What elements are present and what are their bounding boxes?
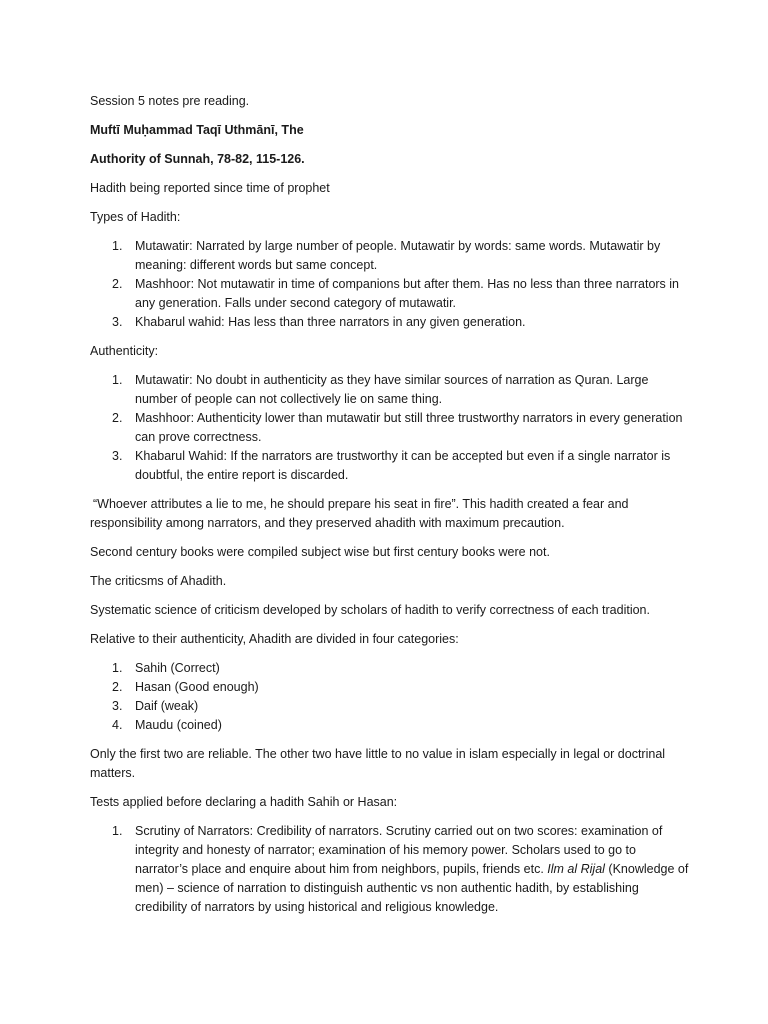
list-number: 4. bbox=[112, 718, 123, 732]
list-number: 1. bbox=[112, 239, 123, 253]
categories-list bbox=[90, 659, 690, 735]
list-item-text: Hasan (Good enough) bbox=[135, 680, 259, 694]
list-item bbox=[90, 716, 690, 735]
list-item-text: Mutawatir: Narrated by large number of people. Mutawatir by words: same words. Mutawatir by meaning: different words but same concept. bbox=[135, 239, 661, 272]
list-item-text: Maudu (coined) bbox=[135, 718, 222, 732]
science-paragraph: Systematic science of criticism developed by scholars of hadith to verify correctness of each tradition. bbox=[90, 603, 650, 617]
list-item bbox=[90, 447, 690, 485]
authenticity-heading: Authenticity: bbox=[90, 344, 159, 358]
criticisms-heading: The criticsms of Ahadith. bbox=[90, 574, 227, 588]
list-number: 1. bbox=[112, 373, 123, 387]
list-number: 3. bbox=[112, 699, 123, 713]
session-line: Session 5 notes pre reading. bbox=[90, 94, 250, 108]
quote-paragraph: “Whoever attributes a lie to me, he should prepare his seat in fire”. This hadith created a fear and responsibility among narrators, and they preserved ahadith with maximum precaution. bbox=[90, 497, 629, 530]
list-item-text: Khabarul wahid: Has less than three narrators in any given generation. bbox=[135, 315, 526, 329]
source-line: Authority of Sunnah, 78-82, 115-126. bbox=[90, 152, 305, 166]
list-item bbox=[90, 697, 690, 716]
reliable-paragraph: Only the first two are reliable. The other two have little to no value in islam especially in legal or doctrinal matters. bbox=[90, 747, 666, 780]
list-number: 2. bbox=[112, 680, 123, 694]
document-page bbox=[90, 92, 690, 927]
list-item bbox=[90, 678, 690, 697]
list-item-text-continued: (Knowledge of men) – science of narration to distinguish authentic vs non authentic hadith, by establishing credibility of narrators by using historical and religious knowledge. bbox=[135, 862, 689, 914]
list-item-text: Daif (weak) bbox=[135, 699, 199, 713]
tests-heading: Tests applied before declaring a hadith Sahih or Hasan: bbox=[90, 795, 398, 809]
authenticity-list bbox=[90, 371, 690, 485]
list-item bbox=[90, 822, 690, 917]
list-item bbox=[90, 371, 690, 409]
ilm-al-rijal-term: Ilm al Rijal bbox=[547, 862, 605, 876]
list-item bbox=[90, 409, 690, 447]
list-number: 3. bbox=[112, 315, 123, 329]
tests-list bbox=[90, 822, 690, 917]
types-heading: Types of Hadith: bbox=[90, 210, 181, 224]
list-item bbox=[90, 659, 690, 678]
list-number: 3. bbox=[112, 449, 123, 463]
categories-heading: Relative to their authenticity, Ahadith are divided in four categories: bbox=[90, 632, 459, 646]
list-number: 2. bbox=[112, 277, 123, 291]
types-list bbox=[90, 237, 690, 332]
list-number: 1. bbox=[112, 824, 123, 838]
list-item-text: Sahih (Correct) bbox=[135, 661, 220, 675]
century-paragraph: Second century books were compiled subject wise but first century books were not. bbox=[90, 545, 550, 559]
list-item bbox=[90, 313, 690, 332]
list-item-text: Mutawatir: No doubt in authenticity as they have similar sources of narration as Quran. Large number of people can not collectively lie on same thing. bbox=[135, 373, 649, 406]
list-item-text: Mashhoor: Not mutawatir in time of companions but after them. Has no less than three narrators in any generation. Falls under second category of mutawatir. bbox=[135, 277, 680, 310]
list-item bbox=[90, 237, 690, 275]
list-number: 2. bbox=[112, 411, 123, 425]
list-item bbox=[90, 275, 690, 313]
list-item-text: Mashhoor: Authenticity lower than mutawatir but still three trustworthy narrators in every generation can prove correctness. bbox=[135, 411, 683, 444]
intro-line: Hadith being reported since time of prophet bbox=[90, 181, 330, 195]
author-line: Muftī Muḥammad Taqī Uthmānī, The bbox=[90, 123, 304, 137]
list-number: 1. bbox=[112, 661, 123, 675]
list-item-text: Khabarul Wahid: If the narrators are trustworthy it can be accepted but even if a single narrator is doubtful, the entire report is discarded. bbox=[135, 449, 671, 482]
list-item-text: Scrutiny of Narrators: Credibility of narrators. Scrutiny carried out on two scores: examination of integrity and honesty of narrator; examination of his memory power. Scholars used to go to narrator’s place and enquire about him from neighbors, pupils, friends etc. bbox=[135, 824, 663, 876]
